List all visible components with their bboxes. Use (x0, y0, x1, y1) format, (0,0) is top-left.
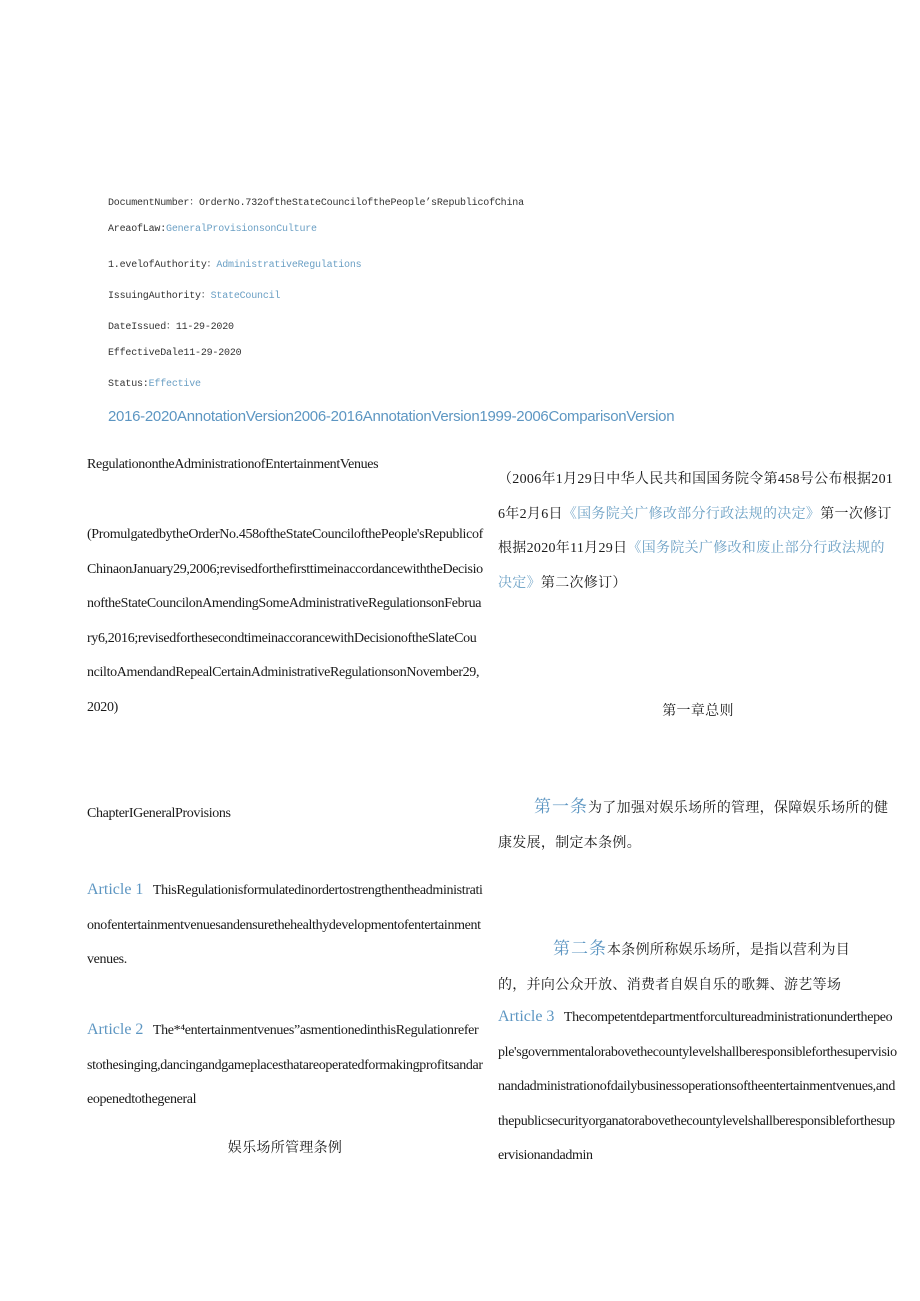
decision-link-2020[interactable]: 《国务院关广修改和废止部分行政法规的决定》 (498, 541, 885, 591)
chinese-article-1 (498, 790, 898, 861)
chinese-article-2-text-line2: 的，并向公众开放、消费者自娱自乐的歌舞、游艺等场 (498, 977, 842, 993)
chinese-promulgation-text: （2006年1月29日中华人民共和国国务院令第458号公布根据2016年2月6日 (498, 472, 894, 522)
status-link[interactable]: Effective (148, 379, 201, 390)
chinese-chapter-block (498, 695, 898, 730)
english-article-1-text: ThisRegulationisformulatedinordertostrengthentheadministrationofentertainmentvenuesandensurethehealthydevelopmentofentertainmentvenues. (87, 883, 483, 967)
decision-link-2016[interactable]: 《国务院关广修改部分行政法规的决定》 (562, 506, 821, 522)
chinese-promulgation-text: 第一次修订根据2020年11月29日 (498, 506, 892, 556)
chinese-title: 娱乐场所管理条例 (227, 1141, 343, 1156)
meta-document-number (108, 193, 524, 209)
english-article-2-label: Article 2 (87, 1021, 144, 1038)
meta-effective-date (108, 348, 241, 359)
meta-area-of-law (108, 224, 317, 235)
english-chapter-block (87, 797, 483, 832)
english-article-3-text: Thecompetentdepartmentforcultureadministrationunderthepeople'sgovernmentalorabovethecountylevelshallberesponsibleforthesupervisionandadministrationofdailybusinessoperationsoftheentertainmentvenues,andthepublicsecurityorganatorabovethecountylevelshallberesponsibleforthesupervisionandadmin (498, 1010, 897, 1163)
version-link-2006-2016[interactable]: 2006-2016AnnotationVersion (293, 408, 480, 425)
english-article-3 (498, 1000, 898, 1174)
english-promulgation-block (87, 518, 483, 725)
english-promulgation: (PromulgatedbytheOrderNo.458oftheStateCouncilofthePeople'sRepublicofChinaonJanuary29,2006;revisedforthefirsttimeinaccordancewiththeDecisionoftheStateCouncilonAmendingSomeAdministrativeRegulationsonFebruary6,2016;revisedforthesecondtimeinaccorancewithDecisionoftheSlateCounciltoAmendandRepealCertainAdministrativeRegulationsonNovember29,2020) (87, 527, 483, 715)
chinese-article-1-text: 为了加强对娱乐场所的管理，保障娱乐场所的健康发展，制定本条例。 (498, 801, 889, 851)
english-article-1-label: Article 1 (87, 881, 144, 898)
english-article-3-label: Article 3 (498, 1008, 555, 1025)
meta-label: IssuingAuthority： (108, 291, 211, 302)
meta-label: DocumentNumber： (108, 198, 200, 209)
meta-label: Status: (108, 379, 149, 390)
chinese-promulgation-text: 第二次修订） (540, 575, 627, 591)
issuing-authority-link[interactable]: StateCouncil (210, 291, 281, 302)
meta-label: AreaofLaw: (108, 224, 167, 235)
chinese-promulgation (498, 463, 898, 601)
chinese-article-1-label: 第一条 (534, 797, 588, 816)
meta-issuing-authority (108, 286, 280, 302)
english-chapter-heading: ChapterIGeneralProvisions (87, 806, 231, 821)
meta-label: 1.evelofAuthority： (108, 260, 217, 271)
chinese-title-block (87, 1132, 483, 1167)
chinese-article-2-text-line1: 本条例所称娱乐场所，是指以营利为目 (607, 943, 851, 958)
version-links (108, 408, 674, 425)
meta-value: 11-29-2020 (175, 322, 234, 333)
chinese-article-2-label: 第二条 (553, 939, 607, 958)
level-of-authority-link[interactable]: AdministrativeRegulations (216, 260, 362, 271)
meta-status (108, 379, 201, 390)
meta-value: OrderNo.732oftheStateCouncilofthePeople’sRepublicofChina (199, 198, 524, 209)
meta-date-issued (108, 317, 234, 333)
version-link-1999-2006[interactable]: 1999-2006ComparisonVersion (479, 408, 675, 425)
english-title-block (87, 448, 483, 483)
english-article-2 (87, 1013, 483, 1118)
version-link-2016-2020[interactable]: 2016-2020AnnotationVersion (108, 408, 294, 425)
english-title: RegulationontheAdministrationofEntertainmentVenues (87, 457, 379, 472)
chinese-promulgation-block (498, 463, 898, 601)
meta-value: EffectiveDale11-29-2020 (108, 348, 242, 359)
meta-level-of-authority (108, 255, 361, 271)
area-of-law-link[interactable]: GeneralProvisionsonCulture (166, 224, 317, 235)
chinese-article-2 (498, 932, 898, 1003)
meta-label: DateIssued： (108, 322, 176, 333)
english-article-1 (87, 873, 483, 978)
english-article-2-text: The*⁴entertainmentvenues”asmentionedinthisRegulationreferstothesinging,dancingandgameplacesthatareoperatedformakingprofitsandareopenedtothegeneral (87, 1023, 483, 1107)
chinese-chapter-heading: 第一章总则 (662, 704, 734, 719)
